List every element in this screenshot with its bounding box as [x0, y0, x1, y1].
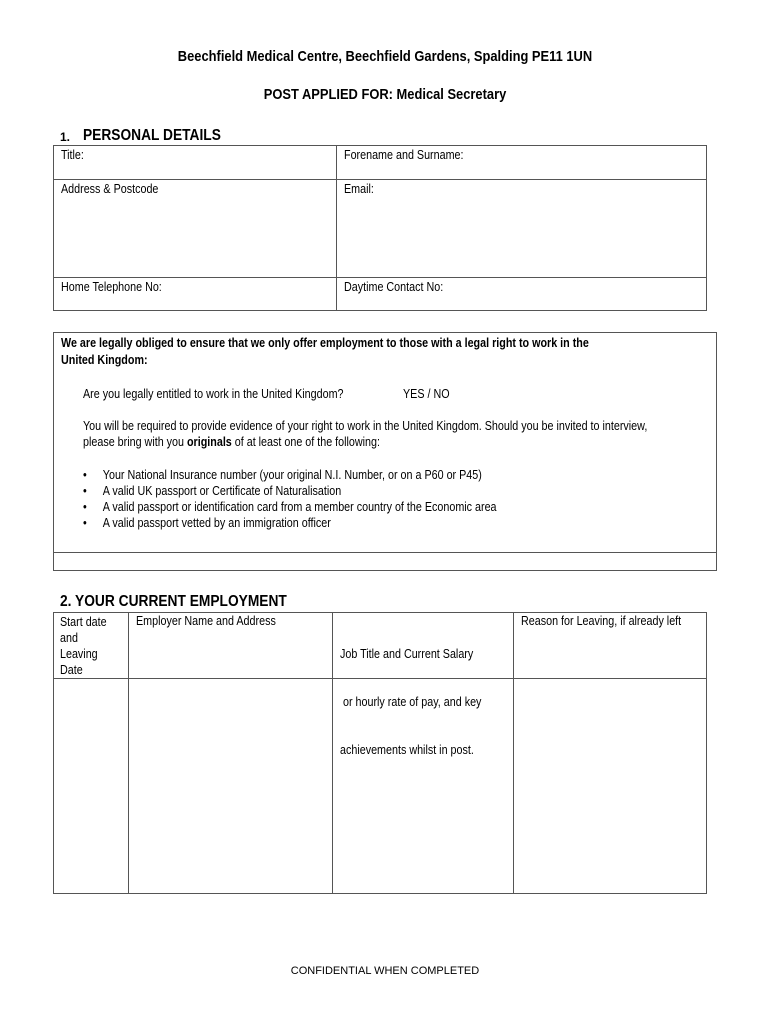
- job-entry-cell[interactable]: [332, 678, 514, 894]
- forename-surname-label: Forename and Surname:: [344, 148, 464, 162]
- forename-surname-cell[interactable]: [336, 145, 707, 180]
- address-postcode-label: Address & Postcode: [61, 182, 159, 196]
- right-to-work-heading-line1: We are legally obliged to ensure that we only offer employment to those with a legal right to work in the: [61, 336, 589, 350]
- evidence-instructions-line1: You will be required to provide evidence of your right to work in the United Kingdom. Should you be invited to interview,: [83, 419, 648, 433]
- practice-address-heading: Beechfield Medical Centre, Beechfield Gardens, Spalding PE11 1UN: [177, 48, 593, 65]
- job-header-line: achievements whilst in post.: [340, 743, 474, 757]
- dates-header: [53, 612, 129, 679]
- job-header-line: or hourly rate of pay, and key: [340, 695, 482, 709]
- post-applied-heading: POST APPLIED FOR: Medical Secretary: [263, 86, 507, 103]
- employer-header-label: Employer Name and Address: [136, 614, 276, 628]
- bullet-icon: •: [83, 500, 87, 514]
- box-divider: [54, 552, 716, 553]
- job-header-line: Job Title and Current Salary: [340, 647, 474, 661]
- title-cell[interactable]: [53, 145, 337, 180]
- originals-emphasis: originals: [186, 435, 232, 449]
- daytime-contact-cell[interactable]: [336, 277, 707, 311]
- email-label: Email:: [344, 182, 374, 196]
- list-item: [83, 467, 497, 483]
- address-postcode-cell[interactable]: [53, 179, 337, 278]
- home-telephone-cell[interactable]: [53, 277, 337, 311]
- bullet-icon: •: [83, 468, 87, 482]
- confidential-footer: CONFIDENTIAL WHEN COMPLETED: [290, 965, 480, 977]
- section-1-title: PERSONAL DETAILS: [83, 127, 221, 144]
- list-item-text: A valid passport or identification card from a member country of the Economic area: [102, 500, 497, 514]
- dates-entry-cell[interactable]: [53, 678, 129, 894]
- right-to-work-box: [53, 332, 717, 571]
- list-item-text: Your National Insurance number (your original N.I. Number, or on a P60 or P45): [102, 468, 482, 482]
- dates-header-label: [60, 614, 107, 678]
- reason-header: [513, 612, 707, 679]
- dates-header-line: Leaving: [60, 647, 98, 661]
- list-item-text: A valid passport vetted by an immigration officer: [102, 516, 331, 530]
- list-item: [83, 483, 497, 499]
- bullet-icon: •: [83, 516, 87, 530]
- section-1-number: 1.: [60, 130, 71, 144]
- yes-no-answer[interactable]: YES / NO: [403, 387, 450, 401]
- home-telephone-label: Home Telephone No:: [61, 280, 162, 294]
- evidence-line2-end: of at least one of the following:: [231, 435, 380, 449]
- dates-header-line: Start date: [60, 615, 107, 629]
- dates-header-line: Date: [60, 663, 83, 677]
- evidence-line2-start: please bring with you: [83, 435, 187, 449]
- accepted-documents-list: [83, 467, 564, 531]
- evidence-instructions-line2: [83, 434, 380, 450]
- daytime-contact-label: Daytime Contact No:: [344, 280, 444, 294]
- reason-entry-cell[interactable]: [513, 678, 707, 894]
- employer-entry-cell[interactable]: [128, 678, 333, 894]
- section-2-title: 2. YOUR CURRENT EMPLOYMENT: [60, 593, 287, 610]
- dates-header-line: and: [60, 631, 78, 645]
- reason-header-label: Reason for Leaving, if already left: [521, 614, 682, 628]
- list-item-text: A valid UK passport or Certificate of Naturalisation: [102, 484, 342, 498]
- bullet-icon: •: [83, 484, 87, 498]
- right-to-work-question: Are you legally entitled to work in the United Kingdom?: [83, 387, 344, 401]
- email-cell[interactable]: [336, 179, 707, 278]
- list-item: [83, 499, 497, 515]
- right-to-work-heading-line2: United Kingdom:: [61, 353, 148, 367]
- title-label: Title:: [61, 148, 84, 162]
- job-header: [332, 612, 514, 757]
- employer-header: [128, 612, 333, 679]
- list-item: [83, 515, 497, 531]
